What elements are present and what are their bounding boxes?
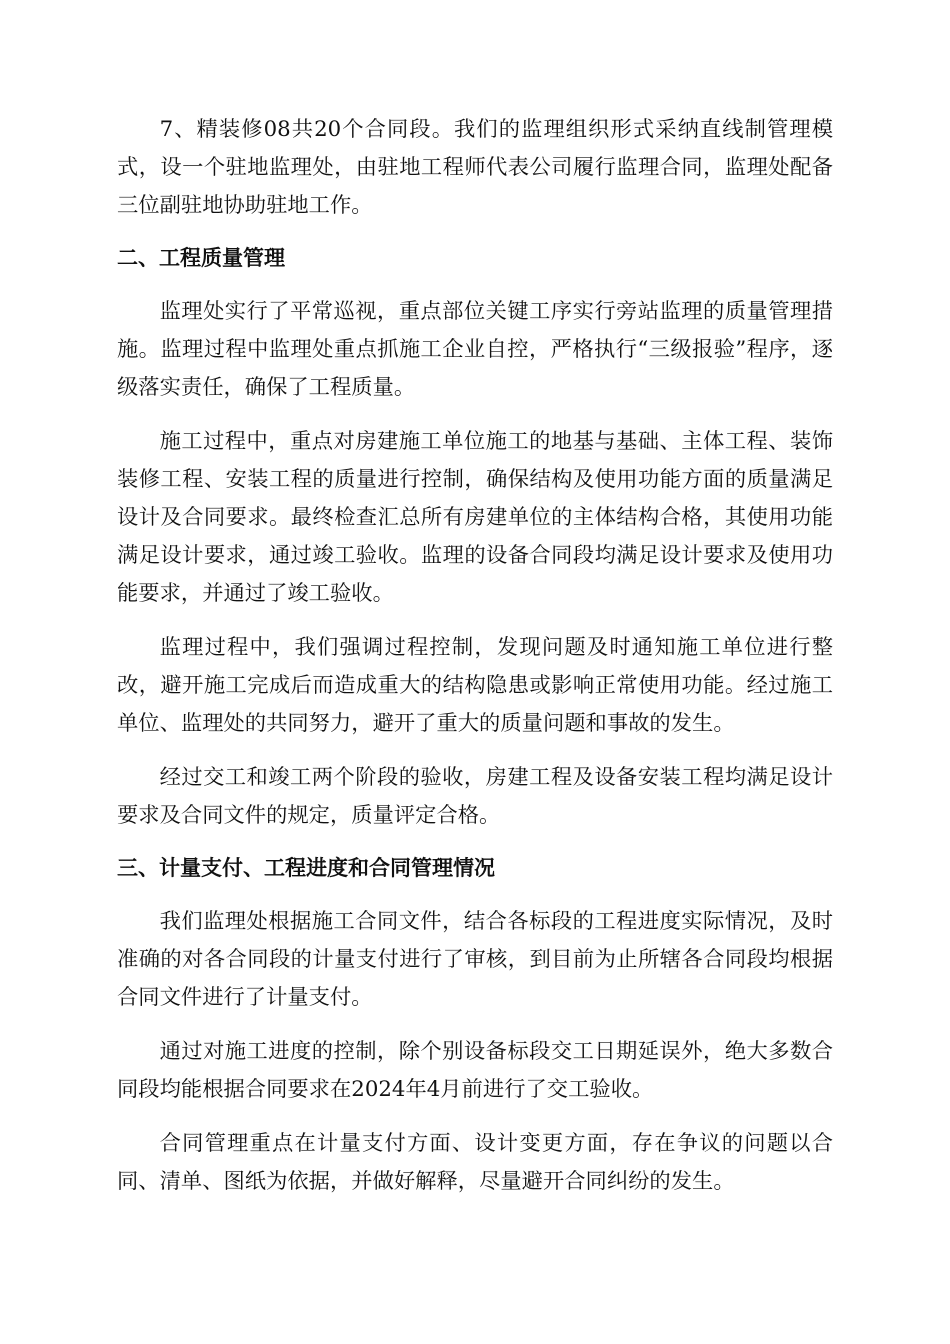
paragraph-construction-control: 施工过程中，重点对房建施工单位施工的地基与基础、主体工程、装饰装修工程、安装工程的质量进行控制，确保结构及使用功能方面的质量满足设计及合同要求。最终检查汇总所有房建单位的主体结构合格，其使用功能满足设计要求，通过竣工验收。监理的设备合同段均满足设计要求及使用功能要求，并通过了竣工验收。: [117, 429, 833, 606]
paragraph-supervision-organization: 7、精装修08共20个合同段。我们的监理组织形式采纳直线制管理模式，设一个驻地监理处，由驻地工程师代表公司履行监理合同，监理处配备三位副驻地协助驻地工作。: [117, 117, 833, 218]
paragraph-contract-management: 合同管理重点在计量支付方面、设计变更方面，存在争议的问题以合同、清单、图纸为依据，并做好解释，尽量避开合同纠纷的发生。: [117, 1131, 833, 1194]
paragraph-process-control: 监理过程中，我们强调过程控制，发现问题及时通知施工单位进行整改，避开施工完成后而造成重大的结构隐患或影响正常使用功能。经过施工单位、监理处的共同努力，避开了重大的质量问题和事故的发生。: [117, 635, 833, 736]
document-body: [117, 111, 833, 1217]
heading-payment-progress-contract: 三、计量支付、工程进度和合同管理情况: [117, 856, 495, 880]
paragraph-payment: 我们监理处根据施工合同文件，结合各标段的工程进度实际情况，及时准确的对各合同段的计量支付进行了审核，到目前为止所辖各合同段均根据合同文件进行了计量支付。: [117, 909, 833, 1010]
paragraph-progress: 通过对施工进度的控制，除个别设备标段交工日期延误外，绝大多数合同段均能根据合同要求在2024年4月前进行了交工验收。: [117, 1039, 833, 1102]
paragraph-acceptance: 经过交工和竣工两个阶段的验收，房建工程及设备安装工程均满足设计要求及合同文件的规定，质量评定合格。: [117, 765, 833, 828]
heading-quality-management: 二、工程质量管理: [117, 246, 285, 270]
paragraph-quality-measures: 监理处实行了平常巡视，重点部位关键工序实行旁站监理的质量管理措施。监理过程中监理处重点抓施工企业自控，严格执行“三级报验”程序，逐级落实责任，确保了工程质量。: [117, 299, 833, 400]
